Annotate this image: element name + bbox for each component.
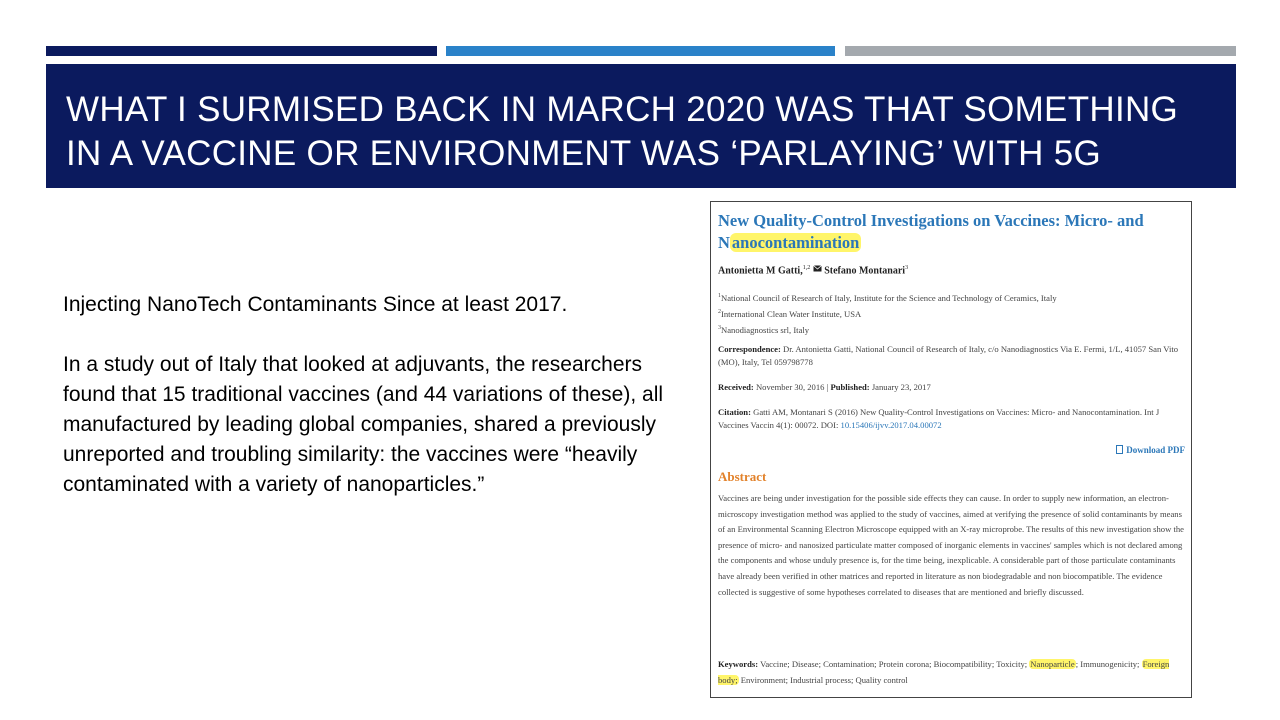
affiliations — [718, 289, 1057, 337]
download-pdf-link[interactable] — [1116, 445, 1185, 455]
paper-title-highlight: anocontamination — [731, 233, 860, 252]
keywords-text-1: Vaccine; Disease; Contamination; Protein corona; Biocompatibility; Toxicity; — [760, 659, 1028, 669]
pdf-file-icon — [1116, 445, 1123, 454]
published-label: Published: — [830, 382, 870, 392]
doi-link[interactable]: 10.15406/ijvv.2017.04.00072 — [840, 420, 942, 430]
citation — [718, 406, 1188, 432]
paper-authors — [718, 265, 908, 276]
dates: Received: November 30, 2016 | Published: January 23, 2017 — [718, 382, 931, 392]
author-1: Antonietta M Gatti, — [718, 265, 803, 277]
abstract-text: Vaccines are being under investigation for the possible side effects they can cause. In order to supply new information, an electron-microscopy investigation method was applied to the study of vaccines, aimed at verifying the presence of solid contaminants by means of an Environmental Scanning Electron Microscope equipped with an X-ray microprobe. The results of this new investigation show the presence of micro- and nanosized particulate matter composed of inorganic elements in vaccines' samples which is not declared among the components and whose unduly presence is, for the time being, inexplicable. A considerable part of those particulate contaminants have already been verified in other matrices and reported in literature as non biodegradable and non biocompatible. The evidence collected is suggestive of some hypotheses correlated to diseases that are mentioned and briefly discussed. — [718, 493, 1184, 597]
affiliation-item: $^3$Nanodiagnostics srl, Italy — [718, 324, 810, 335]
affiliation-item: $^1$National Council of Research of Italy, Institute for the Science and Technology of Ceramics, Italy — [718, 292, 1057, 303]
accent-bar-blue — [446, 46, 835, 56]
paper-title-text: New Quality-Control Investigations on Vaccines: Micro- and N — [718, 211, 1144, 252]
received-label: Received: — [718, 382, 754, 392]
body-paragraph-2: In a study out of Italy that looked at adjuvants, the researchers found that 15 traditional vaccines (and 44 variations of these), all manufactured by leading global companies, shared a previously unreported and troubling similarity: the vaccines were “heavily contaminated with a variety of nanoparticles.” — [63, 353, 664, 496]
correspondence-label: Correspondence: — [718, 344, 781, 354]
slide-title-line-2: IN A VACCINE OR ENVIRONMENT WAS ‘PARLAYING’ WITH 5G — [66, 134, 1101, 173]
keywords — [718, 657, 1188, 688]
author-2: Stefano Montanari — [824, 265, 906, 277]
keyword-nanoparticle-highlight: Nanoparticle — [1030, 659, 1075, 669]
keyword-foreign-body-highlight: Foreign body; — [718, 659, 1170, 685]
slide-title — [46, 64, 1236, 188]
keywords-text-3: Environment; Industrial process; Quality control — [740, 674, 908, 685]
correspondence — [718, 343, 1188, 369]
author-1-sup: 1,2 — [802, 265, 811, 271]
paper-screenshot — [710, 201, 1192, 698]
affiliation-item: $^2$International Clean Water Institute, USA — [718, 308, 862, 319]
published-date: January 23, 2017 — [871, 382, 931, 392]
citation-label: Citation: — [718, 407, 751, 417]
received-date: November 30, 2016 — [755, 382, 825, 392]
slide-title-line-1: WHAT I SURMISED BACK IN MARCH 2020 WAS THAT SOMETHING — [66, 90, 1179, 129]
mail-icon — [813, 265, 822, 276]
download-pdf-label: Download PDF — [1126, 445, 1185, 455]
accent-bar-gray — [845, 46, 1236, 56]
paper-title — [718, 210, 1188, 254]
correspondence-text: Dr. Antonietta Gatti, National Council of Research of Italy, c/o Nanodiagnostics Via E. Fermi, 1/L, 41057 San Vito (MO), Italy, Tel 059798778 — [718, 344, 1179, 367]
citation-text: Gatti AM, Montanari S (2016) New Quality-Control Investigations on Vaccines: Micro- and Nanocontamination. Int J Vaccines Vaccin 4(1): 00072. DOI: — [718, 407, 1160, 430]
author-2-sup: 3 — [905, 265, 909, 271]
accent-bar-navy — [46, 46, 437, 56]
keywords-label: Keywords: — [718, 659, 759, 669]
abstract-heading: Abstract — [718, 469, 767, 484]
keywords-text-2: ; Immunogenicity; — [1075, 659, 1140, 669]
body-paragraph-1: Injecting NanoTech Contaminants Since at least 2017. — [63, 293, 568, 316]
